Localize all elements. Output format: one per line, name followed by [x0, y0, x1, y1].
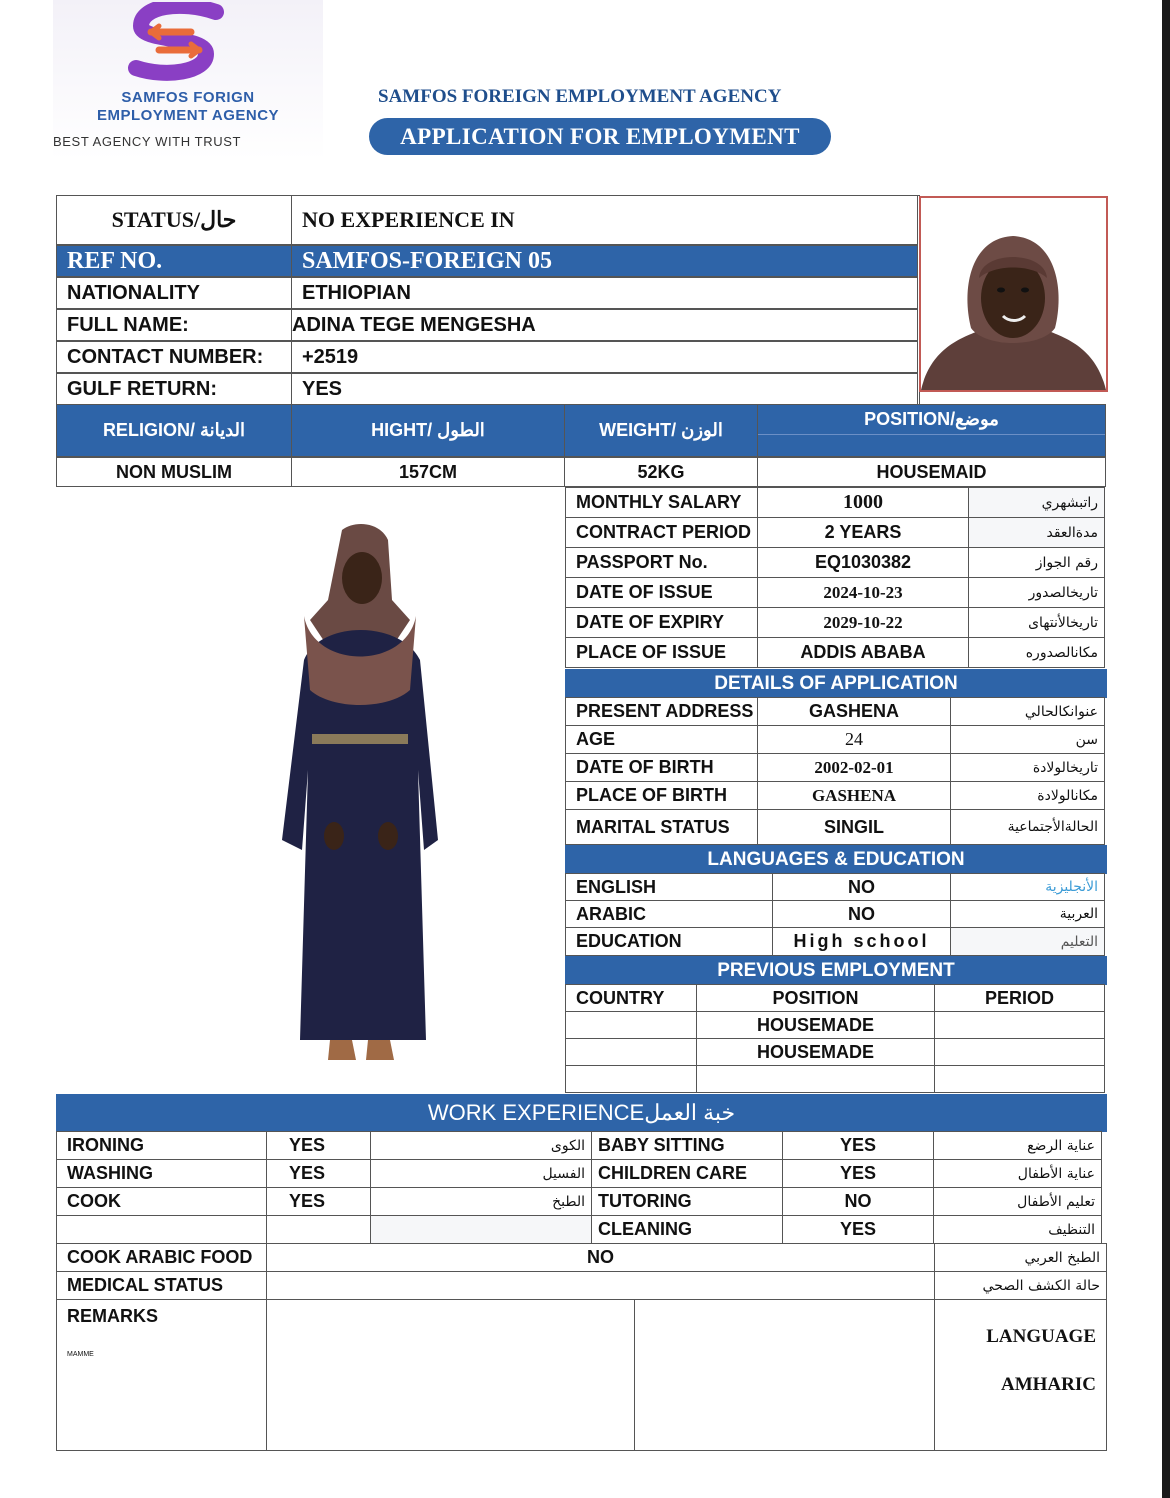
- previous-col-position: POSITION: [696, 984, 935, 1012]
- cook-arabic-row: [57, 1244, 1107, 1272]
- portrait-photo-icon: [921, 198, 1106, 390]
- languages-header: LANGUAGES & EDUCATION: [565, 845, 1107, 874]
- attributes-header-row: [57, 405, 1106, 457]
- remarks-label: REMARKS: [67, 1306, 159, 1326]
- fullname-value: ADINA TEGE MENGESHA: [291, 309, 918, 341]
- detail-arabic: مكانالولادة: [950, 781, 1105, 810]
- work-row: [57, 1216, 1102, 1244]
- contract-row: [566, 488, 1105, 518]
- detail-value: 24: [757, 725, 951, 754]
- gulf-label: GULF RETURN:: [56, 373, 292, 405]
- full-body-photo-icon: [270, 520, 450, 1070]
- form-title: APPLICATION FOR EMPLOYMENT: [369, 118, 831, 155]
- nationality-row: [57, 278, 918, 309]
- contract-row: [566, 518, 1105, 548]
- detail-value: GASHENA: [757, 697, 951, 726]
- detail-arabic: سن: [950, 725, 1105, 754]
- cook-arabic-arabic: الطبخ العربي: [934, 1243, 1107, 1272]
- gulf-row: [57, 374, 918, 405]
- medical-label: MEDICAL STATUS: [56, 1271, 267, 1300]
- contact-row: [57, 342, 918, 373]
- work-right-value: YES: [782, 1159, 934, 1188]
- hight-value: 157CM: [291, 457, 565, 487]
- detail-label: PLACE OF BIRTH: [565, 781, 758, 810]
- work-right-label: TUTORING: [591, 1187, 783, 1216]
- work-right-label: BABY SITTING: [591, 1131, 783, 1160]
- work-right-value: YES: [782, 1131, 934, 1160]
- work-row: [57, 1160, 1102, 1188]
- contract-arabic: مكانالصدوره: [968, 637, 1105, 668]
- weight-value: 52KG: [564, 457, 758, 487]
- status-value: NO EXPERIENCE IN: [291, 195, 918, 245]
- logo-line-1: SAMFOS FORIGN: [121, 89, 255, 106]
- language-row: [566, 874, 1105, 901]
- work-right-arabic: عناية الأطفال: [933, 1159, 1102, 1188]
- contract-arabic: رقم الجواز: [968, 547, 1105, 578]
- work-header: WORK EXPERIENCEخبة العمل: [56, 1094, 1107, 1132]
- detail-value: SINGIL: [757, 809, 951, 845]
- detail-label: MARITAL STATUS: [565, 809, 758, 845]
- previous-columns-row: [566, 985, 1105, 1012]
- contact-label: CONTACT NUMBER:: [56, 341, 292, 373]
- medical-row: [57, 1272, 1107, 1300]
- detail-row: [566, 810, 1105, 845]
- language-label: EDUCATION: [565, 927, 773, 956]
- language-value: High school: [772, 927, 951, 956]
- language-label: ARABIC: [565, 900, 773, 928]
- detail-value: 2002-02-01: [757, 753, 951, 782]
- religion-header: RELIGION/ الديانة: [56, 404, 292, 457]
- previous-period-cell: [934, 1038, 1105, 1066]
- logo-line-2: EMPLOYMENT AGENCY: [96, 107, 280, 124]
- previous-country-cell: [565, 1038, 697, 1066]
- previous-col-period: PERIOD: [934, 984, 1105, 1012]
- previous-header: PREVIOUS EMPLOYMENT: [565, 956, 1107, 985]
- detail-row: [566, 726, 1105, 754]
- work-left-label: COOK: [56, 1187, 267, 1216]
- attributes-value-row: [57, 458, 1106, 487]
- work-row: [57, 1188, 1102, 1216]
- contact-value: +2519: [291, 341, 918, 373]
- contract-row: [566, 548, 1105, 578]
- work-right-arabic: عناية الرضع: [933, 1131, 1102, 1160]
- language-label: LANGUAGE: [986, 1326, 1096, 1347]
- agency-logo: [53, 0, 323, 160]
- work-left-arabic: [370, 1215, 592, 1244]
- medical-value: [266, 1271, 935, 1300]
- work-left-value: YES: [266, 1131, 371, 1160]
- work-left-arabic: الطبخ: [370, 1187, 592, 1216]
- contract-value: 2 YEARS: [757, 517, 969, 548]
- agency-title: SAMFOS FOREIGN EMPLOYMENT AGENCY: [378, 86, 782, 107]
- cook-arabic-label: COOK ARABIC FOOD: [56, 1243, 267, 1272]
- detail-value: GASHENA: [757, 781, 951, 810]
- religion-value: NON MUSLIM: [56, 457, 292, 487]
- previous-country-cell: [565, 1011, 697, 1039]
- previous-period-cell: [934, 1065, 1105, 1093]
- previous-row: [566, 1066, 1105, 1093]
- work-right-arabic: تعليم الأطفال: [933, 1187, 1102, 1216]
- contract-arabic: تاريخالصدور: [968, 577, 1105, 608]
- work-left-arabic: الفسيل: [370, 1159, 592, 1188]
- previous-period-cell: [934, 1011, 1105, 1039]
- logo-s-mark-icon: [111, 2, 241, 84]
- contract-label: DATE OF EXPIRY: [565, 607, 758, 638]
- hight-header: HIGHT/ الطول: [291, 404, 565, 457]
- work-left-arabic: الكوى: [370, 1131, 592, 1160]
- work-row: [57, 1132, 1102, 1160]
- fullname-row: [57, 310, 918, 341]
- work-left-label: WASHING: [56, 1159, 267, 1188]
- previous-position-cell: [696, 1065, 935, 1093]
- previous-row: [566, 1012, 1105, 1039]
- work-left-label: [56, 1215, 267, 1244]
- contract-arabic: مدةالعقد: [968, 517, 1105, 548]
- ref-label: REF NO.: [56, 245, 292, 277]
- contract-value: EQ1030382: [757, 547, 969, 578]
- weight-header: WEIGHT/ الوزن: [564, 404, 758, 457]
- passport-photo: [919, 196, 1108, 392]
- work-right-label: CHILDREN CARE: [591, 1159, 783, 1188]
- work-right-arabic: التنظيف: [933, 1215, 1102, 1244]
- contract-label: PASSPORT No.: [565, 547, 758, 578]
- remarks-row: [57, 1300, 1107, 1451]
- position-header-cell: [757, 404, 1106, 457]
- position-value: HOUSEMAID: [757, 457, 1106, 487]
- contract-value: 2024-10-23: [757, 577, 969, 608]
- contract-value: ADDIS ABABA: [757, 637, 969, 668]
- work-right-label: CLEANING: [591, 1215, 783, 1244]
- detail-arabic: عنوانكالحالي: [950, 697, 1105, 726]
- contract-arabic: راتبشهري: [968, 487, 1105, 518]
- contract-arabic: تاريخالأنتهاى: [968, 607, 1105, 638]
- language-value: NO: [772, 900, 951, 928]
- details-header: DETAILS OF APPLICATION: [565, 669, 1107, 698]
- language-row: [566, 928, 1105, 956]
- work-right-value: NO: [782, 1187, 934, 1216]
- detail-label: PRESENT ADDRESS: [565, 697, 758, 726]
- language-row: [566, 901, 1105, 928]
- work-right-value: YES: [782, 1215, 934, 1244]
- status-row: [57, 196, 918, 245]
- previous-position-cell: HOUSEMADE: [696, 1038, 935, 1066]
- contract-label: MONTHLY SALARY: [565, 487, 758, 518]
- fullname-label: FULL NAME:: [56, 309, 292, 341]
- contract-row: [566, 608, 1105, 638]
- detail-arabic: الحالةالأجتماعية: [950, 809, 1105, 845]
- detail-label: DATE OF BIRTH: [565, 753, 758, 782]
- contract-value: 2029-10-22: [757, 607, 969, 638]
- right-edge: [1162, 0, 1170, 1498]
- previous-position-cell: HOUSEMADE: [696, 1011, 935, 1039]
- contract-value: 1000: [757, 487, 969, 518]
- logo-tagline: BEST AGENCY WITH TRUST: [53, 134, 242, 149]
- detail-arabic: تاريخالولادة: [950, 753, 1105, 782]
- remarks-cell: [56, 1299, 267, 1451]
- status-label: STATUS/حال: [56, 195, 292, 245]
- contract-row: [566, 638, 1105, 668]
- work-left-value: YES: [266, 1159, 371, 1188]
- detail-row: [566, 782, 1105, 810]
- language-value: AMHARIC: [1001, 1374, 1096, 1395]
- detail-label: AGE: [565, 725, 758, 754]
- language-value: NO: [772, 873, 951, 901]
- contract-row: [566, 578, 1105, 608]
- contract-label: CONTRACT PERIOD: [565, 517, 758, 548]
- remarks-box-1: [266, 1299, 635, 1451]
- contract-label: DATE OF ISSUE: [565, 577, 758, 608]
- language-arabic: الأنجليزية: [950, 873, 1105, 901]
- work-left-value: YES: [266, 1187, 371, 1216]
- previous-row: [566, 1039, 1105, 1066]
- position-header: POSITION/موضع: [758, 405, 1105, 435]
- remarks-note: MAMME: [67, 1351, 94, 1358]
- language-arabic: العربية: [950, 900, 1105, 928]
- nationality-value: ETHIOPIAN: [291, 277, 918, 309]
- ref-row: [57, 246, 918, 277]
- previous-col-country: COUNTRY: [565, 984, 697, 1012]
- gulf-value: YES: [291, 373, 918, 405]
- remarks-box-2: [634, 1299, 935, 1451]
- work-left-value: [266, 1215, 371, 1244]
- detail-row: [566, 698, 1105, 726]
- ref-value: SAMFOS-FOREIGN 05: [291, 245, 918, 277]
- work-left-label: IRONING: [56, 1131, 267, 1160]
- language-label: ENGLISH: [565, 873, 773, 901]
- previous-country-cell: [565, 1065, 697, 1093]
- medical-arabic: حالة الكشف الصحي: [934, 1271, 1107, 1300]
- cook-arabic-value: NO: [266, 1243, 935, 1272]
- detail-row: [566, 754, 1105, 782]
- nationality-label: NATIONALITY: [56, 277, 292, 309]
- language-arabic: التعليم: [950, 927, 1105, 956]
- language-cell: [934, 1299, 1107, 1451]
- contract-label: PLACE OF ISSUE: [565, 637, 758, 668]
